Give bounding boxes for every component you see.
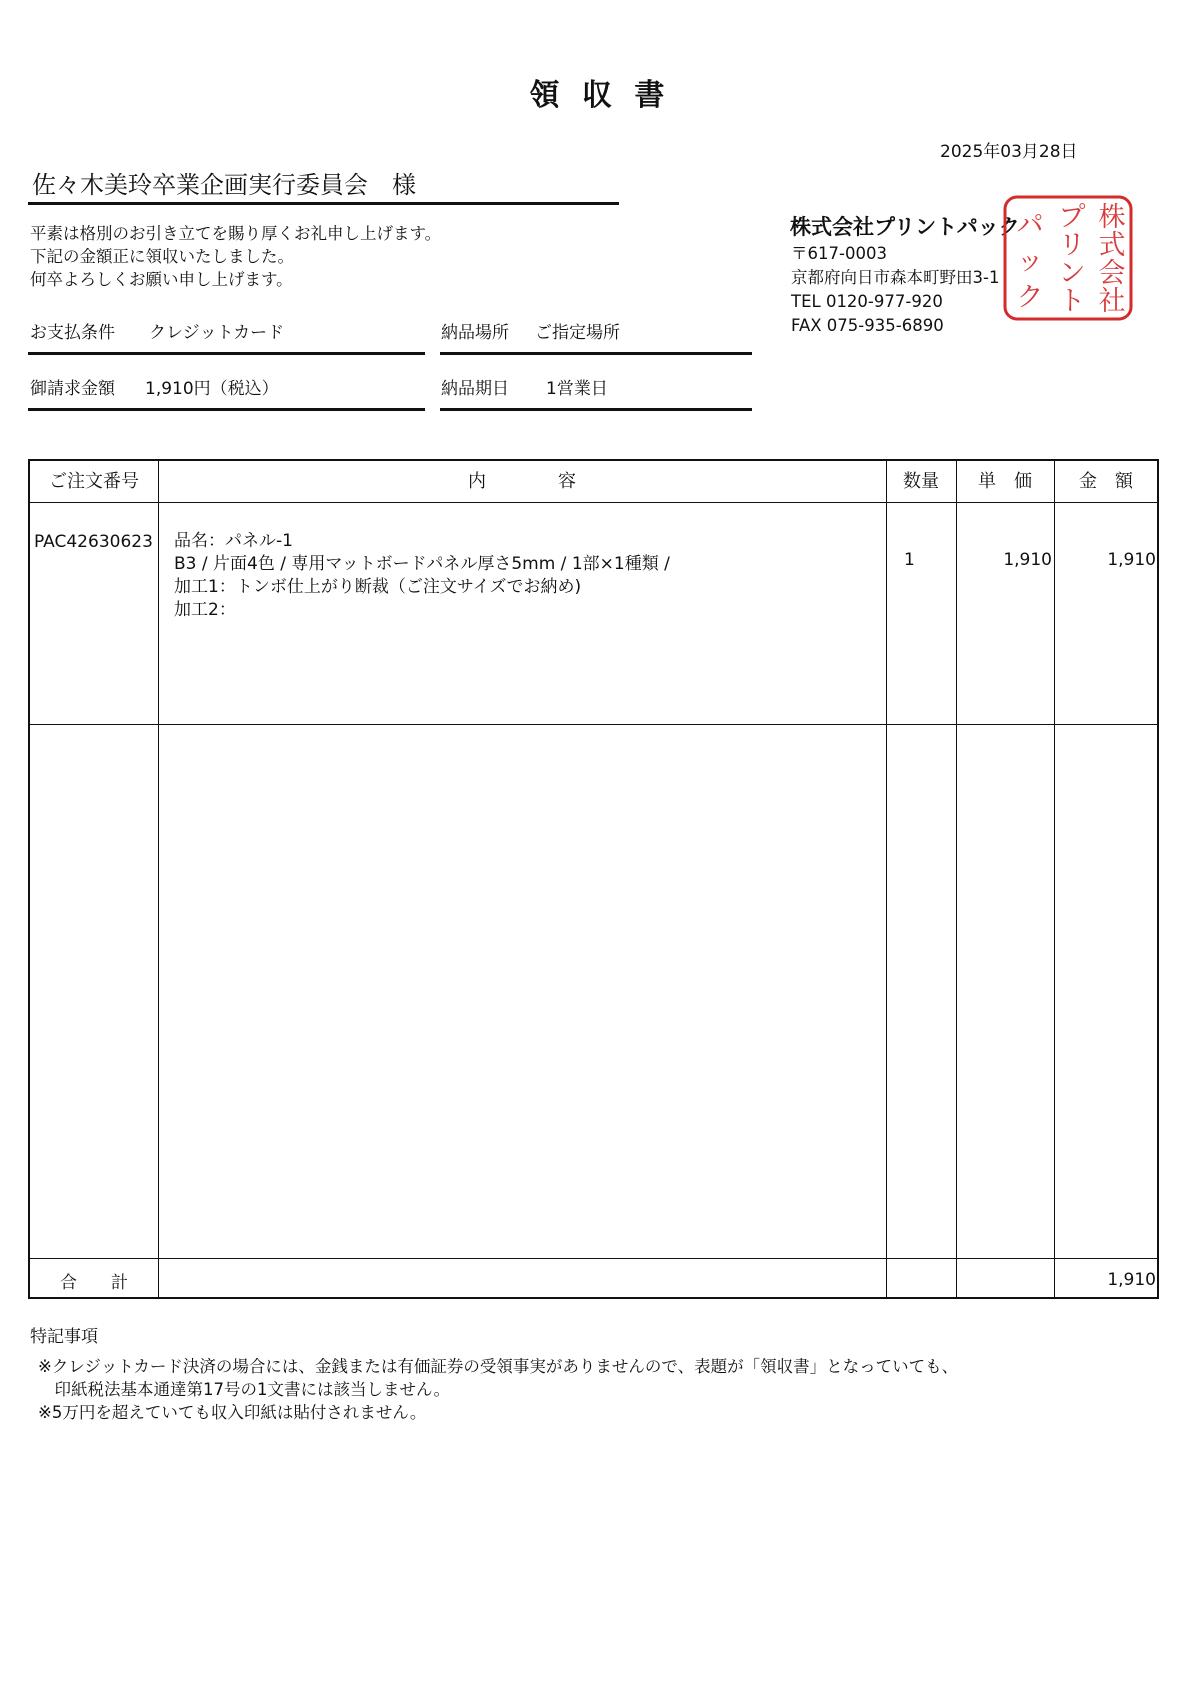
amount-underline [28, 408, 425, 411]
svg-text:プ: プ [1058, 202, 1086, 233]
amount-label: 御請求金額 [30, 379, 115, 399]
company-name: 株式会社プリントパック [790, 215, 1020, 239]
payment-underline [28, 352, 425, 355]
payment-value: クレジットカード [149, 323, 285, 343]
column-divider [1054, 461, 1055, 1297]
greeting-line: 平素は格別のお引き立てを賜り厚くお礼申し上げます。 [30, 224, 442, 243]
item-line: 品名：パネル-1 [174, 531, 293, 551]
company-tel: TEL 0120-977-920 [791, 292, 943, 311]
item-unit-price: 1,910 [1003, 550, 1052, 570]
delivery-date-label: 納品期日 [441, 379, 509, 399]
header-content: 内 容 [468, 471, 576, 492]
document-title: 領 収 書 [529, 78, 671, 113]
notes-title: 特記事項 [30, 1327, 98, 1347]
delivery-place-label: 納品場所 [441, 323, 509, 343]
svg-text:ク: ク [1016, 282, 1044, 313]
notes-text [38, 1355, 958, 1424]
company-postal: 〒617-0003 [791, 244, 887, 263]
delivery-place-underline [440, 352, 752, 355]
item-description [174, 530, 670, 622]
total-divider [30, 1258, 1157, 1259]
column-divider [956, 461, 957, 1297]
issue-date: 2025年03月28日 [940, 142, 1078, 162]
header-unit-price: 単 価 [978, 471, 1032, 492]
note-line: ※クレジットカード決済の場合には、金銭または有価証券の受領事実がありませんので、表題が「領収書」となっていても、 [38, 1357, 959, 1376]
payment-label: お支払条件 [30, 323, 115, 343]
order-number: PAC42630623 [34, 532, 153, 552]
svg-text:パ: パ [1016, 210, 1044, 241]
header-qty: 数量 [903, 471, 939, 492]
svg-text:ッ: ッ [1016, 246, 1044, 277]
note-line: ※5万円を超えていても収入印紙は貼付されません。 [38, 1403, 427, 1422]
row-divider [30, 724, 1157, 725]
greeting-text [30, 222, 441, 291]
svg-text:社: 社 [1098, 286, 1126, 317]
amount-value: 1,910円（税込） [145, 379, 279, 399]
customer-name: 佐々木美玲卒業企画実行委員会 様 [32, 171, 416, 199]
delivery-place-value: ご指定場所 [535, 323, 620, 343]
delivery-date-value: 1営業日 [546, 379, 608, 399]
total-amount: 1,910 [1107, 1270, 1156, 1290]
greeting-line: 何卒よろしくお願い申し上げます。 [30, 270, 293, 289]
item-line: B3 / 片面4色 / 専用マットボードパネル厚さ5mm / 1部×1種類 / [174, 554, 670, 574]
item-amount: 1,910 [1107, 550, 1156, 570]
svg-text:会: 会 [1098, 258, 1126, 289]
company-seal-stamp [1002, 194, 1134, 322]
company-address: 京都府向日市森本町野田3-1 [791, 268, 1000, 287]
svg-text:式: 式 [1098, 230, 1126, 261]
delivery-date-underline [440, 408, 752, 411]
customer-underline [28, 202, 619, 205]
company-fax: FAX 075-935-6890 [791, 316, 944, 335]
greeting-line: 下記の金額正に領収いたしました。 [30, 247, 294, 266]
note-line: 印紙税法基本通達第17号の1文書には該当しません。 [38, 1380, 450, 1399]
total-label: 合 計 [60, 1273, 128, 1293]
item-line: 加工1：トンボ仕上がり断裁（ご注文サイズでお納め) [174, 577, 582, 597]
svg-text:リ: リ [1058, 230, 1086, 261]
line-items-table [28, 459, 1159, 1299]
header-amount: 金 額 [1079, 471, 1133, 492]
item-line: 加工2： [174, 600, 236, 620]
column-divider [886, 461, 887, 1297]
svg-text:ト: ト [1058, 286, 1086, 317]
company-contact [791, 242, 999, 338]
item-qty: 1 [904, 550, 915, 570]
header-order-no: ご注文番号 [49, 471, 139, 492]
header-divider [30, 502, 1157, 503]
svg-text:株: 株 [1098, 202, 1126, 233]
column-divider [158, 461, 159, 1297]
svg-text:ン: ン [1058, 258, 1086, 289]
